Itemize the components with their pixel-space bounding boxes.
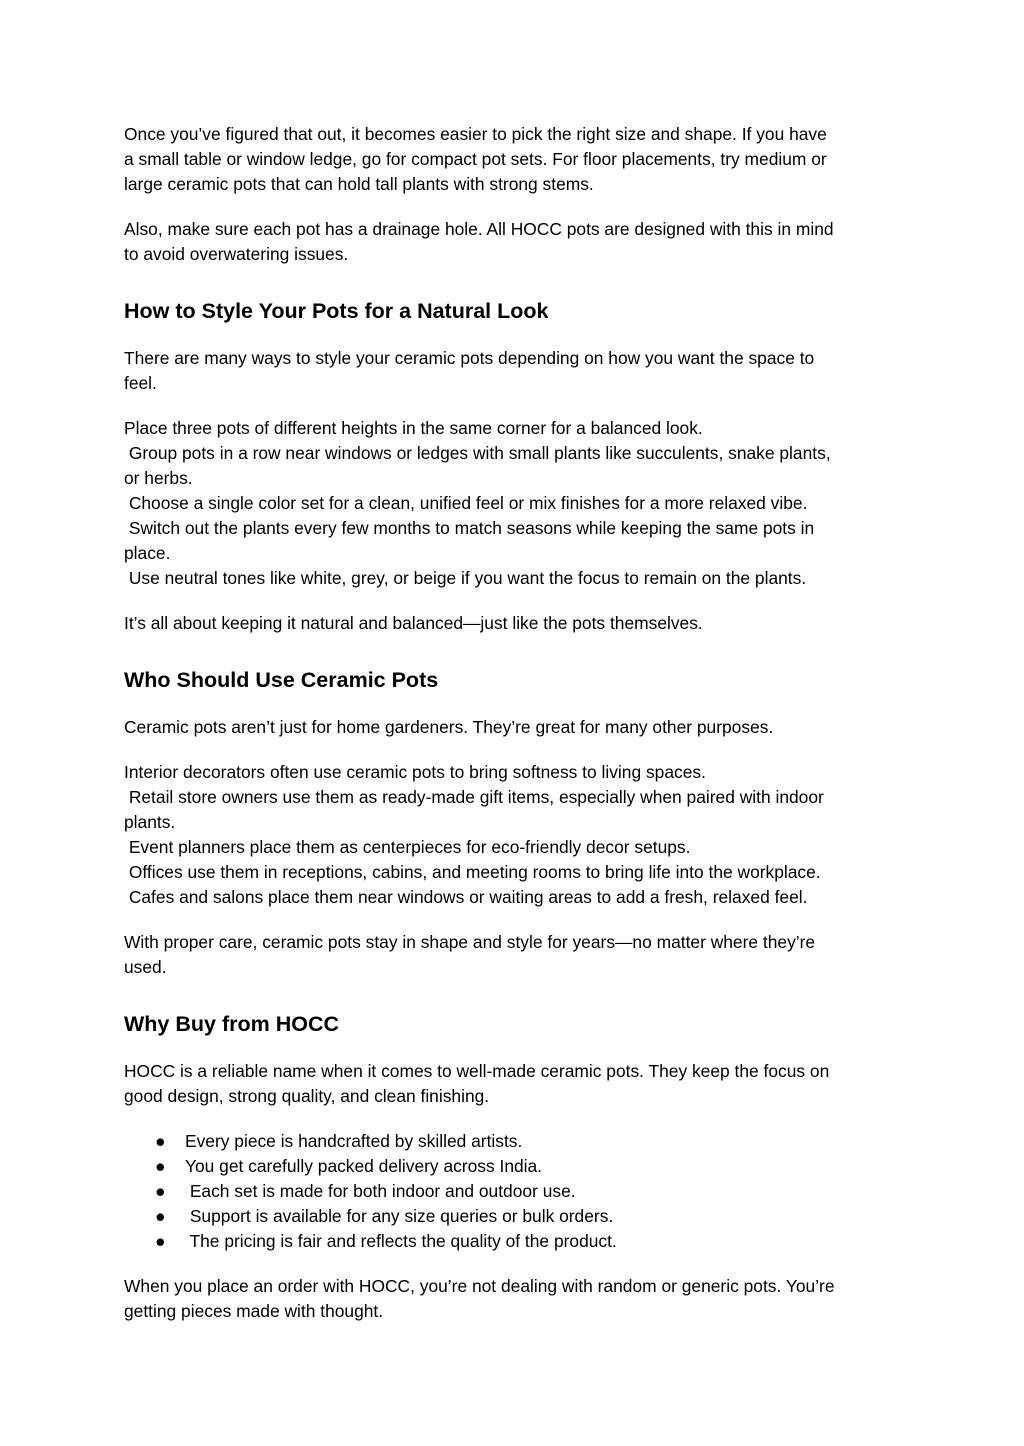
list-item-text: Each set is made for both indoor and outdoor use.	[185, 1181, 576, 1201]
bullet-icon: ●	[155, 1231, 166, 1251]
bullet-icon: ●	[155, 1181, 166, 1201]
list-item-text: The pricing is fair and reflects the quality of the product.	[185, 1231, 617, 1251]
paragraph-closing	[124, 1274, 904, 1324]
text-line: feel.	[124, 373, 157, 393]
bullet-icon: ●	[155, 1206, 166, 1226]
text-line: It’s all about keeping it natural and balanced—just like the pots themselves.	[124, 613, 703, 633]
text-line: Cafes and salons place them near windows or waiting areas to add a fresh, relaxed feel.	[124, 887, 808, 907]
text-line: good design, strong quality, and clean finishing.	[124, 1086, 490, 1106]
text-line: a small table or window ledge, go for compact pot sets. For floor placements, try medium or	[124, 149, 827, 169]
text-line: HOCC is a reliable name when it comes to well-made ceramic pots. They keep the focus on	[124, 1061, 830, 1081]
heading-why-buy: Why Buy from HOCC	[124, 1012, 339, 1036]
text-line: Event planners place them as centerpieces for eco-friendly decor setups.	[124, 837, 691, 857]
text-line: plants.	[124, 812, 176, 832]
paragraph-drainage	[124, 217, 904, 267]
text-line: Once you’ve figured that out, it becomes easier to pick the right size and shape. If you have	[124, 124, 827, 144]
text-line: place.	[124, 543, 171, 563]
text-line: Retail store owners use them as ready-made gift items, especially when paired with indoor	[124, 787, 824, 807]
text-line: Switch out the plants every few months to match seasons while keeping the same pots in	[124, 518, 815, 538]
list-item-text: Every piece is handcrafted by skilled artists.	[185, 1131, 523, 1151]
text-line: large ceramic pots that can hold tall plants with strong stems.	[124, 174, 594, 194]
text-line: There are many ways to style your ceramic pots depending on how you want the space to	[124, 348, 815, 368]
text-line: Use neutral tones like white, grey, or beige if you want the focus to remain on the plants.	[124, 568, 807, 588]
list-item	[124, 1129, 904, 1154]
paragraph-pot-size	[124, 122, 904, 197]
paragraph-proper-care	[124, 930, 904, 980]
document-page	[124, 122, 904, 1344]
heading-who-should-use: Who Should Use Ceramic Pots	[124, 668, 439, 692]
benefits-list	[124, 1129, 904, 1254]
text-line: Offices use them in receptions, cabins, and meeting rooms to bring life into the workplace.	[124, 862, 821, 882]
text-line: to avoid overwatering issues.	[124, 244, 349, 264]
paragraph-who-list	[124, 760, 904, 910]
bullet-icon: ●	[155, 1131, 166, 1151]
text-line: Choose a single color set for a clean, unified feel or mix finishes for a more relaxed vibe.	[124, 493, 808, 513]
list-item	[124, 1179, 904, 1204]
text-line: Interior decorators often use ceramic pots to bring softness to living spaces.	[124, 762, 706, 782]
list-item	[124, 1154, 904, 1179]
text-line: getting pieces made with thought.	[124, 1301, 384, 1321]
list-item-text: You get carefully packed delivery across India.	[185, 1156, 543, 1176]
paragraph-style-intro	[124, 346, 904, 396]
text-line: Also, make sure each pot has a drainage hole. All HOCC pots are designed with this in mind	[124, 219, 834, 239]
bullet-icon: ●	[155, 1156, 166, 1176]
paragraph-style-tips	[124, 416, 904, 591]
paragraph-style-summary	[124, 611, 904, 636]
text-line: or herbs.	[124, 468, 193, 488]
paragraph-who-intro	[124, 715, 904, 740]
text-line: Place three pots of different heights in the same corner for a balanced look.	[124, 418, 703, 438]
text-line: With proper care, ceramic pots stay in shape and style for years—no matter where they’re	[124, 932, 816, 952]
text-line: Group pots in a row near windows or ledges with small plants like succulents, snake plants,	[124, 443, 831, 463]
paragraph-hocc-intro	[124, 1059, 904, 1109]
text-line: Ceramic pots aren’t just for home gardeners. They’re great for many other purposes.	[124, 717, 774, 737]
heading-style-pots: How to Style Your Pots for a Natural Look	[124, 299, 549, 323]
text-line: used.	[124, 957, 167, 977]
text-line: When you place an order with HOCC, you’re not dealing with random or generic pots. You’re	[124, 1276, 835, 1296]
list-item-text: Support is available for any size queries or bulk orders.	[185, 1206, 614, 1226]
list-item	[124, 1229, 904, 1254]
list-item	[124, 1204, 904, 1229]
